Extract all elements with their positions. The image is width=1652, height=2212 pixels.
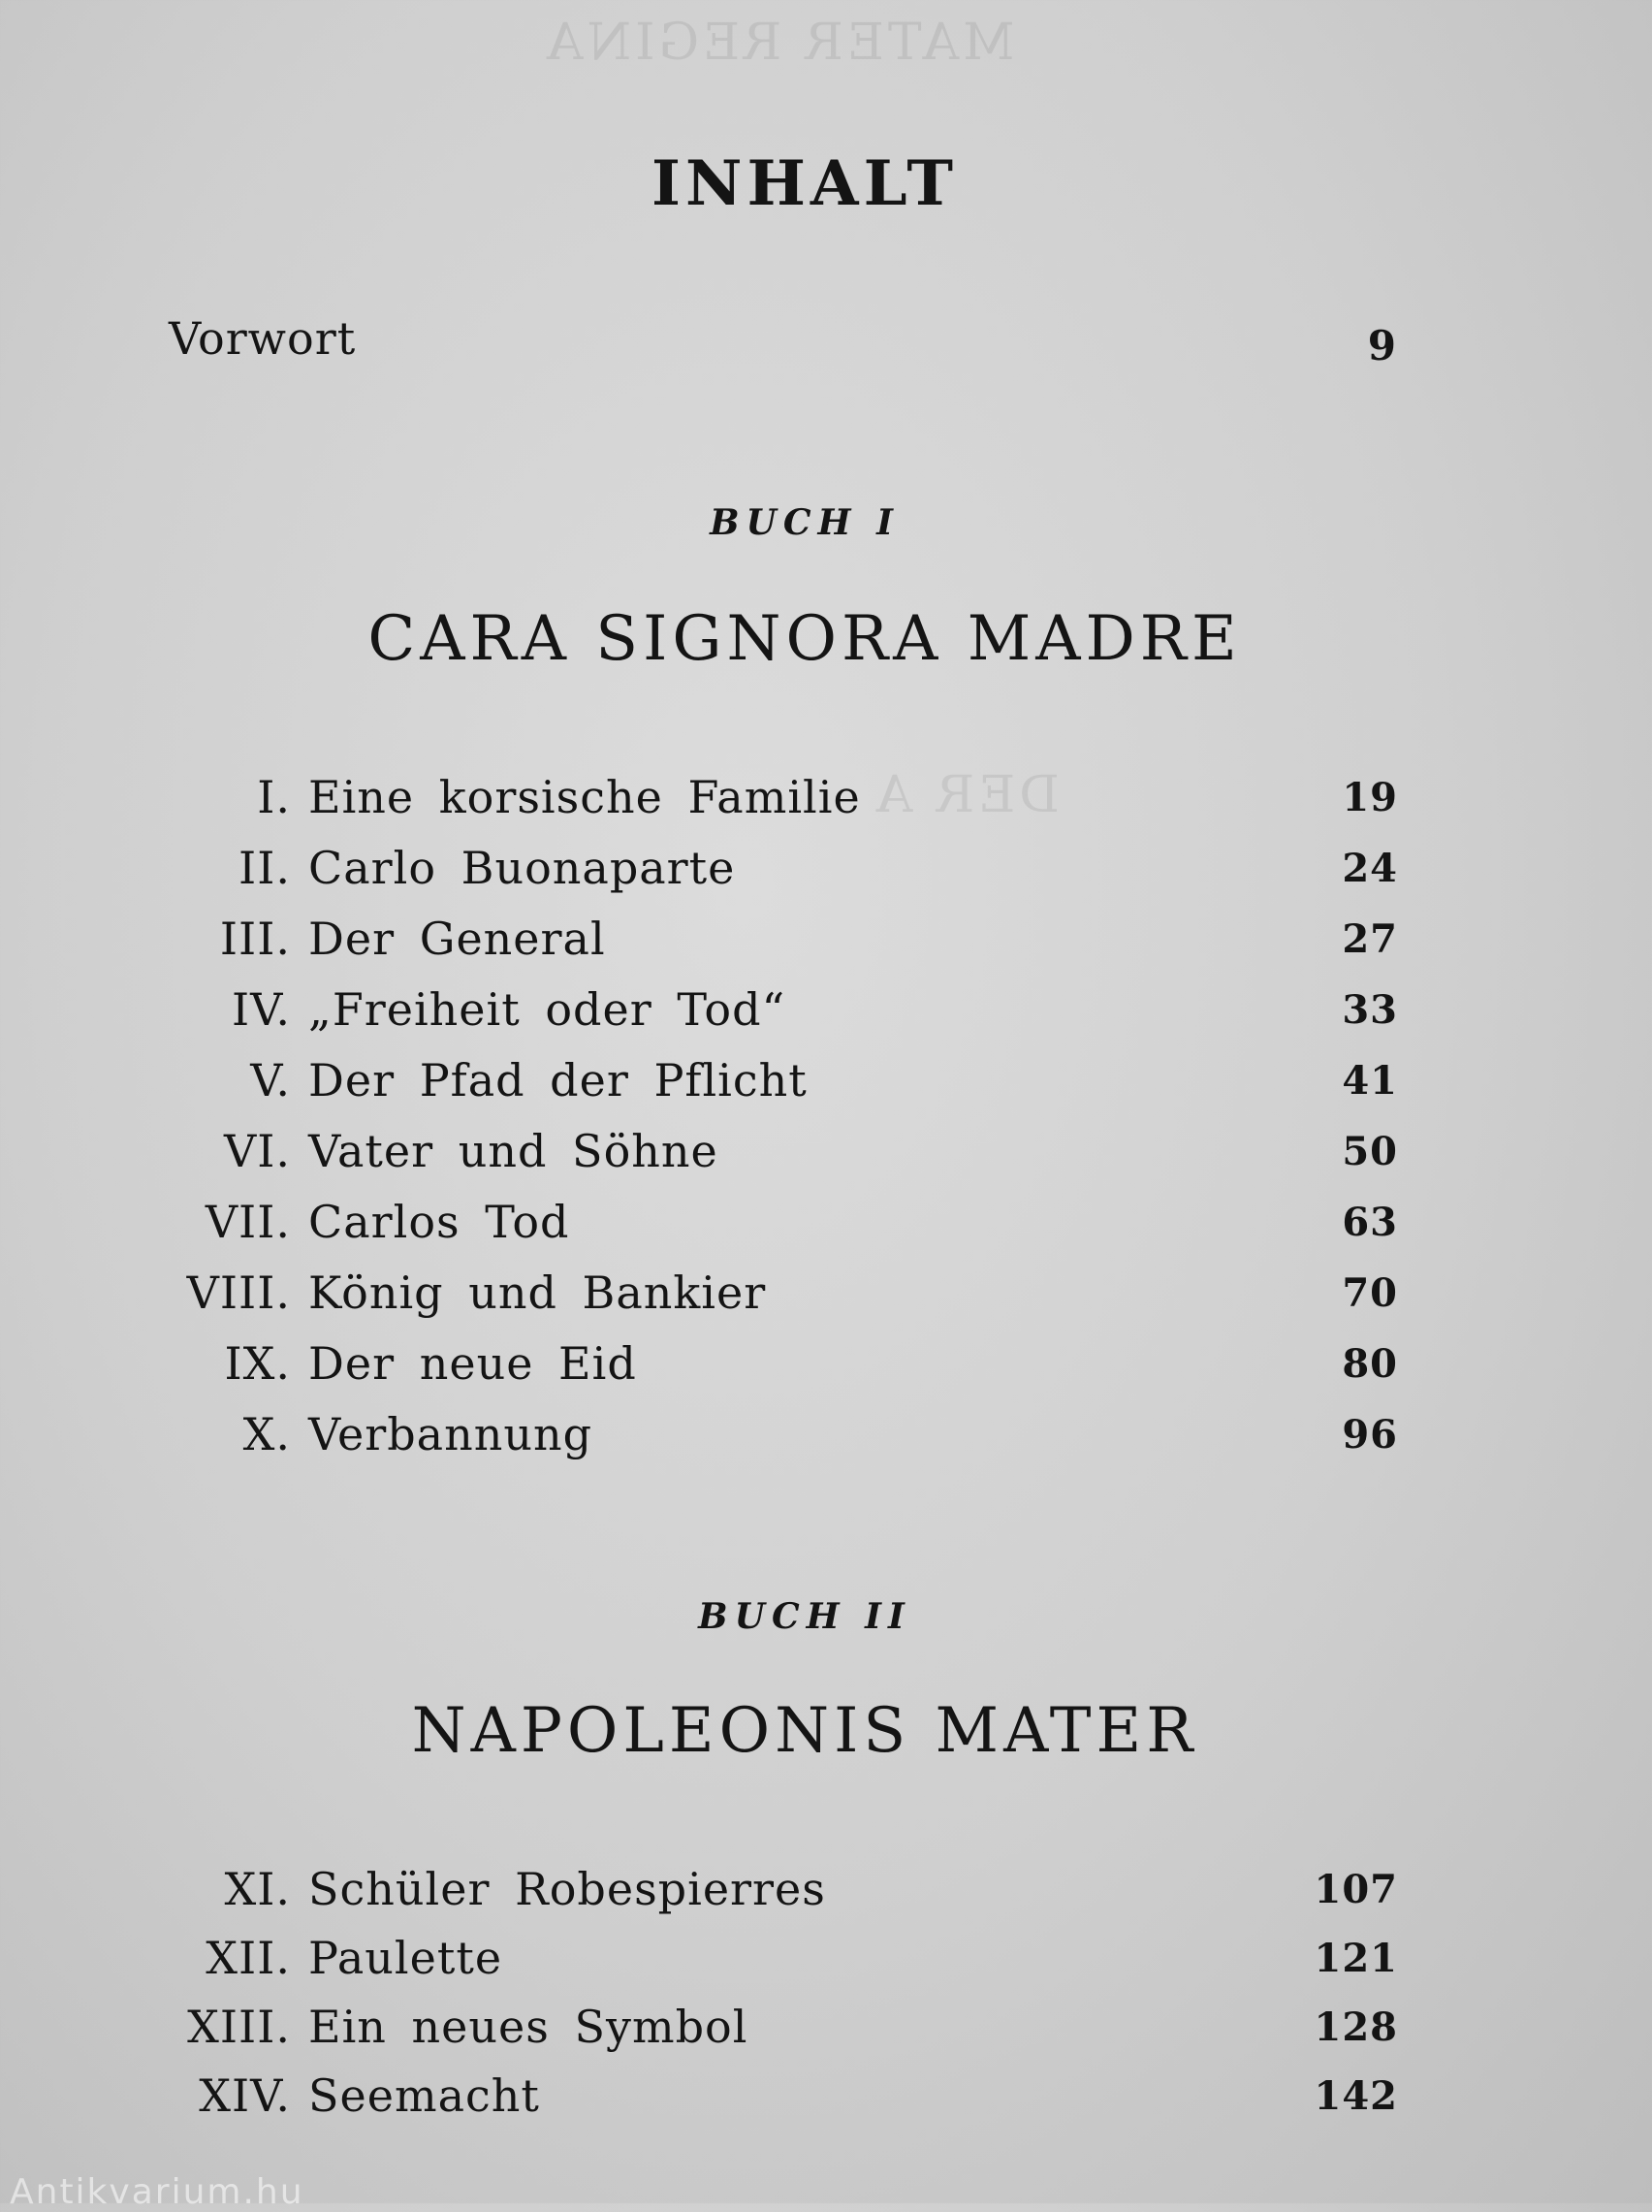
chapter-title: Vater und Söhne [308,1125,718,1177]
toc-entry [0,1054,1652,1112]
show-through-text: DER A [873,766,1060,824]
book-title: CARA SIGNORA MADRE [367,603,1242,675]
toc-entry [0,842,1652,900]
toc-entry [0,913,1652,971]
chapter-page: 41 [1342,1058,1398,1104]
chapter-title: Eine korsische Familie [308,771,861,823]
chapter-title: Der General [308,913,606,965]
page-title: INHALT [651,147,958,220]
chapter-page: 128 [1314,2004,1398,2050]
toc-entry [0,1863,1652,1921]
chapter-title: Carlos Tod [308,1196,570,1248]
chapter-page: 80 [1342,1341,1398,1387]
chapter-page: 24 [1342,846,1398,891]
chapter-page: 63 [1342,1200,1398,1245]
chapter-title: Der Pfad der Pflicht [308,1054,808,1106]
chapter-number: XIII. [187,2001,291,2053]
chapter-title: Ein neues Symbol [308,2001,748,2053]
toc-entry [0,1337,1652,1395]
chapter-title: König und Bankier [308,1266,767,1319]
toc-entry [0,1266,1652,1325]
watermark: Antikvarium.hu [10,2172,304,2212]
chapter-page: 50 [1342,1129,1398,1174]
chapter-page: 121 [1314,1936,1398,1981]
chapter-number: I. [257,771,291,823]
book-title: NAPOLEONIS MATER [411,1695,1198,1767]
chapter-page: 70 [1342,1270,1398,1316]
chapter-title: „Freiheit oder Tod“ [308,983,786,1036]
chapter-number: XIV. [199,2069,291,2122]
show-through-text: MATER REGINA [543,14,1015,72]
chapter-page: 19 [1342,775,1398,820]
vorwort-page-number: 9 [1367,322,1396,369]
chapter-title: Verbannung [308,1408,593,1460]
toc-entry [0,771,1652,829]
chapter-number: II. [238,842,291,894]
toc-entry [0,2069,1652,2128]
toc-entry [0,2001,1652,2059]
toc-entry [0,983,1652,1042]
chapter-page: 33 [1342,987,1398,1033]
chapter-title: Seemacht [308,2069,540,2122]
chapter-page: 142 [1314,2073,1398,2119]
chapter-number: III. [219,913,291,965]
chapter-number: VII. [205,1196,291,1248]
chapter-number: VI. [223,1125,291,1177]
vorwort-label: Vorwort [169,312,357,365]
book-label: BUCH II [698,1596,911,1637]
chapter-number: X. [242,1408,291,1460]
chapter-number: V. [250,1054,291,1106]
chapter-page: 27 [1342,916,1398,962]
chapter-title: Der neue Eid [308,1337,637,1390]
chapter-number: XI. [224,1863,291,1915]
chapter-number: IX. [224,1337,291,1390]
toc-entry [0,1932,1652,1990]
chapter-title: Schüler Robespierres [308,1863,826,1915]
toc-entry [0,1408,1652,1466]
chapter-number: IV. [232,983,291,1036]
book-label: BUCH I [710,502,900,543]
toc-entry [0,1196,1652,1254]
toc-entry [0,1125,1652,1183]
chapter-number: XII. [206,1932,291,1984]
chapter-title: Paulette [308,1932,503,1984]
chapter-title: Carlo Buonaparte [308,842,736,894]
chapter-page: 107 [1314,1867,1398,1912]
chapter-page: 96 [1342,1412,1398,1458]
chapter-number: VIII. [186,1266,291,1319]
